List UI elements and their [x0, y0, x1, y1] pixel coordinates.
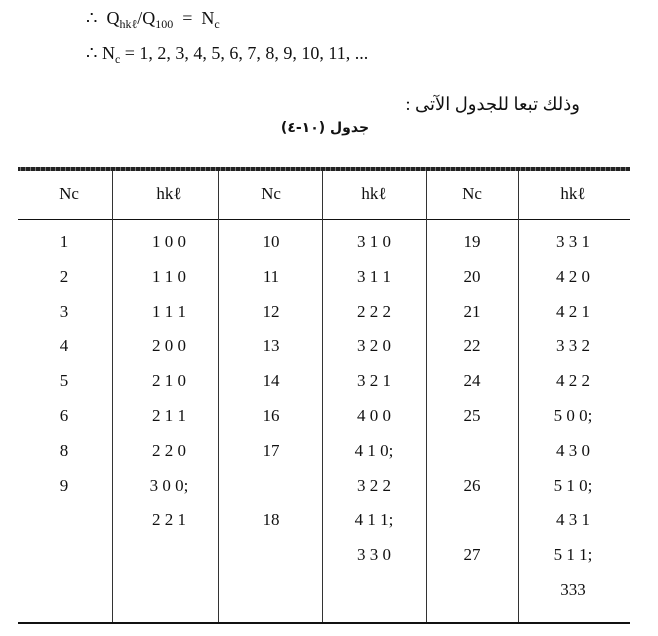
cell-hkl: 3 3 2	[556, 336, 590, 356]
column-divider	[322, 171, 323, 622]
cell-hkl: 3 3 0	[357, 545, 391, 565]
equation-q-ratio: ∴ $Q_{hk\ell}/Q_{100} = N_c$	[86, 8, 220, 31]
cell-nc: 2	[59, 266, 69, 286]
cell-nc: 9	[59, 475, 69, 495]
header-nc: Nc	[59, 184, 79, 203]
cell-nc: 13	[262, 336, 280, 356]
cell-hkl: 5 0 0;	[553, 406, 593, 425]
cell-nc: 20	[463, 266, 481, 286]
cell-nc: 19	[463, 232, 481, 251]
cell-hkl: 2 2 0	[152, 440, 186, 460]
cell-nc: 10	[262, 232, 280, 251]
header-nc: Nc	[462, 184, 482, 203]
cell-hkl: 5 1 0;	[553, 475, 593, 495]
table-header-rule	[18, 219, 630, 220]
cell-nc: 11	[262, 266, 280, 286]
cell-hkl: 3 2 1	[357, 371, 391, 391]
cell-hkl: 2 1 0	[152, 371, 186, 391]
cell-nc: 17	[262, 440, 280, 460]
cell-hkl: 1 1 0	[152, 266, 186, 286]
cell-nc: 14	[262, 371, 280, 391]
cell-hkl: 3 3 1	[556, 232, 590, 251]
cell-hkl: 3 1 0	[357, 232, 391, 251]
header-hkl: hkℓ	[560, 184, 586, 203]
cell-hkl: 1 1 1	[152, 301, 186, 321]
equation-nc-sequence: ∴ $N_c = 1$, 2, 3, 4, 5, 6, 7, 8, 9, 10, 11, ...	[86, 43, 369, 66]
cell-hkl: 5 1 1;	[553, 545, 593, 565]
cell-nc: 4	[59, 336, 69, 356]
cell-nc: 12	[262, 301, 280, 321]
cell-nc: 18	[262, 510, 280, 530]
cell-hkl: 4 1 1;	[354, 510, 394, 530]
cell-nc: 25	[463, 406, 481, 425]
cell-hkl: 4 3 0	[556, 440, 590, 460]
table-caption: جدول (١٠-٤)	[280, 120, 370, 136]
header-hkl: hkℓ	[361, 184, 387, 203]
cell-hkl: 4 1 0;	[354, 440, 394, 460]
cell-nc: 27	[463, 545, 481, 565]
cell-nc: 16	[262, 406, 280, 425]
cell-nc: 24	[463, 371, 481, 391]
cell-hkl: 2 0 0	[152, 336, 186, 356]
cell-hkl: 2 1 1	[152, 406, 186, 425]
table-top-rule	[18, 167, 630, 171]
cell-hkl: 333	[560, 580, 586, 599]
cell-hkl: 2 2 1	[152, 510, 186, 530]
cell-nc: 6	[59, 406, 69, 425]
cell-nc: 1	[59, 232, 69, 251]
cell-hkl: 3 1 1	[357, 266, 391, 286]
cell-hkl: 4 3 1	[556, 510, 590, 530]
cell-hkl: 4 2 0	[556, 266, 590, 286]
cell-nc: 3	[59, 301, 69, 321]
cell-hkl: 1 0 0	[152, 232, 186, 251]
header-hkl: hkℓ	[156, 184, 182, 203]
cell-hkl: 4 0 0	[357, 406, 391, 425]
cell-hkl: 4 2 1	[556, 301, 590, 321]
cell-nc: 8	[59, 440, 69, 460]
cell-hkl: 3 0 0;	[149, 475, 189, 495]
intro-text: وذلك تبعا للجدول الآتى :	[405, 94, 580, 114]
cell-hkl: 4 2 2	[556, 371, 590, 391]
header-nc: Nc	[261, 184, 281, 203]
table-bottom-rule	[18, 622, 630, 624]
cell-nc: 26	[463, 475, 481, 495]
cell-hkl: 3 2 2	[357, 475, 391, 495]
cell-nc: 21	[463, 301, 481, 321]
cell-hkl: 3 2 0	[357, 336, 391, 356]
cell-nc: 22	[463, 336, 481, 356]
cell-hkl: 2 2 2	[357, 301, 391, 321]
cell-nc: 5	[59, 371, 69, 391]
